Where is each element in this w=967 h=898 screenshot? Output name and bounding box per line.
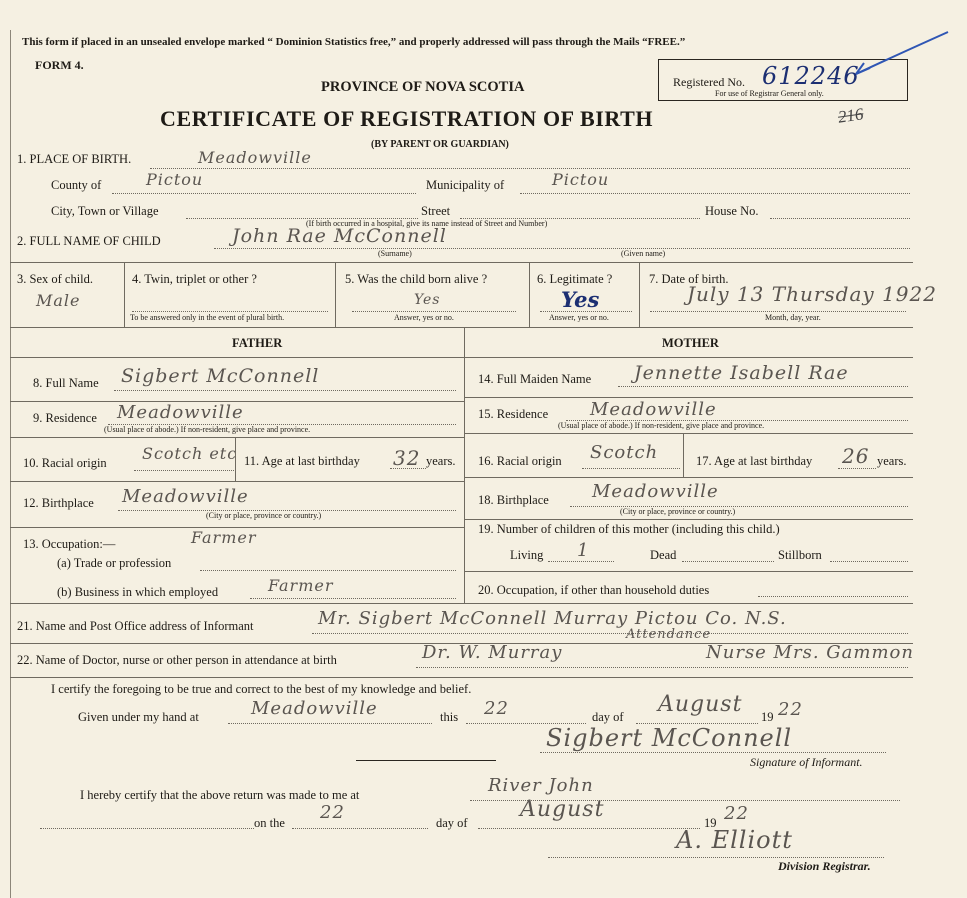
rule-v3 <box>529 262 530 327</box>
father-business-line <box>250 598 456 599</box>
province-heading: PROVINCE OF NOVA SCOTIA <box>321 79 525 95</box>
child-name-label: 2. FULL NAME OF CHILD <box>17 234 161 248</box>
informant-signature-line <box>540 752 886 753</box>
given-under-label: Given under my hand at <box>78 710 199 724</box>
father-age-value: 32 <box>393 446 421 470</box>
legitimate-label: 6. Legitimate ? <box>537 272 613 286</box>
father-occupation-label: 13. Occupation:— <box>23 537 116 551</box>
rule-m5 <box>464 571 913 572</box>
alive-note: Answer, yes or no. <box>394 313 454 322</box>
sex-value: Male <box>36 291 81 310</box>
surname-note: (Surname) <box>378 249 412 258</box>
page-title: CERTIFICATE OF REGISTRATION OF BIRTH <box>160 106 654 131</box>
given-place-line <box>228 723 432 724</box>
informant-signature: Sigbert McConnell <box>546 724 793 752</box>
mother-children-label: 19. Number of children of this mother (including this child.) <box>478 522 780 536</box>
mother-racial-value: Scotch <box>590 442 659 463</box>
registrar-label: Division Registrar. <box>778 859 871 873</box>
house-line <box>770 218 910 219</box>
mother-maiden-value: Jennette Isabell Rae <box>634 362 849 384</box>
legitimate-note: Answer, yes or no. <box>549 313 609 322</box>
given-place-value: Meadowville <box>251 698 378 719</box>
registrar-signature: A. Elliott <box>676 826 793 854</box>
alive-value: Yes <box>414 292 441 308</box>
alive-line <box>352 311 516 312</box>
dob-note: Month, day, year. <box>765 313 821 322</box>
mother-residence-label: 15. Residence <box>478 407 549 421</box>
registrar-year-prefix: 19 <box>704 816 717 830</box>
check-mark-arrow <box>830 28 950 78</box>
father-trade-line <box>200 570 456 571</box>
county-value: Pictou <box>146 170 204 189</box>
dob-line <box>650 311 906 312</box>
rule-m3 <box>464 477 913 478</box>
given-day-value: 22 <box>484 698 509 719</box>
rule-v1 <box>124 262 125 327</box>
given-year-prefix: 19 <box>761 710 774 724</box>
mother-birthplace-value: Meadowville <box>592 481 719 502</box>
mother-living-value: 1 <box>577 540 590 561</box>
mother-abode-note: (Usual place of abode.) If non-resident, give place and province. <box>558 421 765 430</box>
registered-note: For use of Registrar General only. <box>715 89 824 98</box>
father-residence-value: Meadowville <box>117 402 244 423</box>
municipality-label: Municipality of <box>426 178 505 192</box>
given-year-value: 22 <box>778 699 803 720</box>
this-label: this <box>440 710 459 724</box>
county-label: County of <box>51 178 102 192</box>
mother-maiden-label: 14. Full Maiden Name <box>478 372 592 386</box>
on-the-label: on the <box>254 816 285 830</box>
county-line <box>112 193 416 194</box>
registrar-day-value: 22 <box>320 802 345 823</box>
informant-value: Mr. Sigbert McConnell Murray Pictou Co. N.S. <box>318 608 787 629</box>
mother-racial-label: 16. Racial origin <box>478 454 562 468</box>
signature-rule-left <box>356 760 496 761</box>
mother-birthplace-label: 18. Birthplace <box>478 493 549 507</box>
mother-age-years: years. <box>877 454 907 468</box>
registrar-statement: I hereby certify that the above return was made to me at <box>80 788 360 802</box>
legitimate-value: Yes <box>561 287 600 312</box>
registrar-month-value: August <box>520 797 605 822</box>
registrar-signature-line <box>548 857 884 858</box>
margin-rule <box>10 30 11 898</box>
father-age-years: years. <box>426 454 456 468</box>
city-label: City, Town or Village <box>51 204 159 218</box>
doctor-line <box>416 667 908 668</box>
dob-label: 7. Date of birth. <box>649 272 729 286</box>
rule-22-bottom <box>10 677 913 678</box>
registered-number: 612246 <box>762 62 860 90</box>
mother-occupation-label: 20. Occupation, if other than household duties <box>478 583 710 597</box>
doctor-extra-top: Attendance <box>626 627 712 642</box>
rule-m2 <box>464 433 913 434</box>
hospital-note: (If birth occurred in a hospital, give its name instead of Street and Number) <box>306 219 548 228</box>
mother-living-label: Living <box>510 548 544 562</box>
father-trade-label: (a) Trade or profession <box>57 556 172 570</box>
father-age-label: 11. Age at last birthday <box>244 454 360 468</box>
informant-line <box>312 633 908 634</box>
father-name-label: 8. Full Name <box>33 376 99 390</box>
twin-line <box>132 311 328 312</box>
form-number: FORM 4. <box>35 58 84 72</box>
father-business-value: Farmer <box>268 576 334 595</box>
rule-21-top <box>10 603 913 604</box>
mail-notice: This form if placed in an unsealed envelope marked “ Dominion Statistics free,” and properly addressed will pass through the Mails “FREE.” <box>22 36 686 48</box>
informant-label: 21. Name and Post Office address of Informant <box>17 619 254 633</box>
rule-m1 <box>464 397 913 398</box>
father-abode-note: (Usual place of abode.) If non-resident, give place and province. <box>104 425 311 434</box>
registrar-place-value: River John <box>488 775 594 796</box>
rule-v2 <box>335 262 336 327</box>
dob-value: July 13 Thursday 1922 <box>687 282 937 306</box>
doctor-extra-value: Nurse Mrs. Gammon <box>706 642 914 663</box>
mother-stillborn-label: Stillborn <box>778 548 822 562</box>
rule-v4 <box>639 262 640 327</box>
alive-label: 5. Was the child born alive ? <box>345 272 488 286</box>
place-of-birth-line <box>150 168 910 169</box>
father-birthplace-note: (City or place, province or country.) <box>206 511 322 520</box>
doctor-label: 22. Name of Doctor, nurse or other person in attendance at birth <box>17 653 337 667</box>
given-name-note: (Given name) <box>621 249 666 258</box>
mother-occupation-line <box>758 596 908 597</box>
doctor-value: Dr. W. Murray <box>422 642 563 663</box>
mother-dead-line <box>682 561 774 562</box>
mother-dead-label: Dead <box>650 548 677 562</box>
registrar-lead-line <box>40 828 254 829</box>
rule-f3 <box>10 481 464 482</box>
registrar-month-line <box>478 828 700 829</box>
mother-maiden-line <box>618 386 908 387</box>
mother-living-line <box>548 561 614 562</box>
mother-age-label: 17. Age at last birthday <box>696 454 813 468</box>
rule-bottom-row3 <box>10 327 913 328</box>
mother-heading: MOTHER <box>662 336 719 350</box>
twin-note: To be answered only in the event of plural birth. <box>130 313 285 322</box>
day-of-label: day of <box>592 710 624 724</box>
father-racial-value: Scotch etc <box>142 444 238 463</box>
mother-birthplace-note: (City or place, province or country.) <box>620 507 736 516</box>
father-racial-line <box>134 470 234 471</box>
rule-m-racial-div <box>683 433 684 477</box>
twin-label: 4. Twin, triplet or other ? <box>132 272 257 286</box>
rule-top-row3 <box>10 262 913 263</box>
father-racial-label: 10. Racial origin <box>23 456 107 470</box>
mother-age-value: 26 <box>842 444 870 468</box>
father-residence-label: 9. Residence <box>33 411 97 425</box>
father-birthplace-value: Meadowville <box>122 486 249 507</box>
municipality-value: Pictou <box>552 170 610 189</box>
father-birthplace-label: 12. Birthplace <box>23 496 94 510</box>
registrar-day-line <box>292 828 428 829</box>
place-of-birth-value: Meadowville <box>198 148 312 167</box>
registrar-year-value: 22 <box>724 803 749 824</box>
mother-residence-value: Meadowville <box>590 399 717 420</box>
father-business-label: (b) Business in which employed <box>57 585 219 599</box>
street-label: Street <box>421 204 451 218</box>
father-heading: FATHER <box>232 336 283 350</box>
child-name-line <box>214 248 910 249</box>
rule-m4 <box>464 519 913 520</box>
given-month-value: August <box>658 692 743 717</box>
margin-note: 216 <box>836 104 865 127</box>
mother-racial-line <box>582 468 680 469</box>
sex-label: 3. Sex of child. <box>17 272 94 286</box>
father-name-line <box>114 390 456 391</box>
mother-age-line <box>838 468 876 469</box>
registered-label: Registered No. <box>673 75 745 89</box>
municipality-line <box>520 193 910 194</box>
child-name-value: John Rae McConnell <box>232 225 447 247</box>
father-name-value: Sigbert McConnell <box>121 365 320 387</box>
informant-signature-label: Signature of Informant. <box>750 755 863 769</box>
certify-statement: I certify the foregoing to be true and correct to the best of my knowledge and belief. <box>51 682 472 696</box>
parents-divider <box>464 327 465 603</box>
father-occupation-value: Farmer <box>191 528 257 547</box>
rule-parent-heads <box>10 357 913 358</box>
page-subtitle: (BY PARENT OR GUARDIAN) <box>371 139 509 150</box>
house-label: House No. <box>705 204 759 218</box>
rule-f2 <box>10 437 464 438</box>
mother-stillborn-line <box>830 561 908 562</box>
registrar-day-of-label: day of <box>436 816 468 830</box>
place-of-birth-label: 1. PLACE OF BIRTH. <box>17 152 132 166</box>
rule-f-racial-div <box>235 437 236 481</box>
